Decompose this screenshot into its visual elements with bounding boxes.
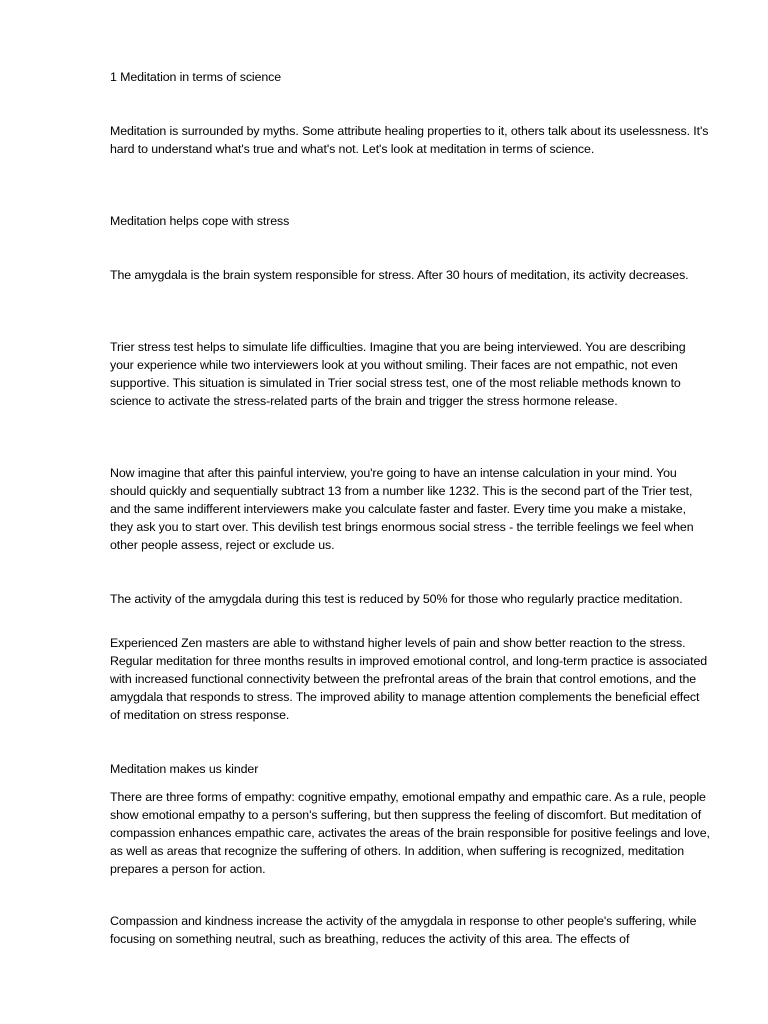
- section-heading: 1 Meditation in terms of science: [110, 70, 282, 84]
- trier-test-paragraph: Trier stress test helps to simulate life difficulties. Imagine that you are being interviewed. You are describing your experience while two interviewers look at you without smiling. Their faces are not empathic, not even supportive. This situation is simulated in Trier social stress test, one of the most reliable methods known to science to activate the stress-related parts of the brain and trigger the stress hormone release.: [110, 340, 686, 408]
- zen-masters-paragraph: Experienced Zen masters are able to withstand higher levels of pain and show better reaction to the stress. Regular meditation for three months results in improved emotional control, and long-term practice is associated with increased functional connectivity between the prefrontal areas of the brain that control emotions, and the amygdala that responds to stress. The improved ability to manage attention complements the beneficial effect of meditation on stress response.: [110, 636, 708, 722]
- amygdala-paragraph: The amygdala is the brain system responsible for stress. After 30 hours of meditation, its activity decreases.: [110, 268, 689, 282]
- compassion-paragraph: Compassion and kindness increase the activity of the amygdala in response to other people's suffering, while focusing on something neutral, such as breathing, reduces the activity of this area. The effects of: [110, 914, 697, 946]
- subheading-kinder: Meditation makes us kinder: [110, 762, 259, 776]
- subheading-stress: Meditation helps cope with stress: [110, 214, 290, 228]
- empathy-paragraph: There are three forms of empathy: cognitive empathy, emotional empathy and empathic care. As a rule, people show emotional empathy to a person's suffering, but then suppress the feeling of discomfort. But meditation of compassion enhances empathic care, activates the areas of the brain responsible for positive feelings and love, as well as areas that recognize the suffering of others. In addition, when suffering is recognized, meditation prepares a person for action.: [110, 790, 710, 876]
- activity-reduction-paragraph: The activity of the amygdala during this test is reduced by 50% for those who regularly practice meditation.: [110, 592, 683, 606]
- intro-paragraph: Meditation is surrounded by myths. Some attribute healing properties to it, others talk about its uselessness. It's hard to understand what's true and what's not. Let's look at meditation in terms of science.: [110, 124, 709, 156]
- calculation-paragraph: Now imagine that after this painful interview, you're going to have an intense calculation in your mind. You should quickly and sequentially subtract 13 from a number like 1232. This is the second part of the Trier test, and the same indifferent interviewers make you calculate faster and faster. Every time you make a mistake, they ask you to start over. This devilish test brings enormous social stress - the terrible feelings we feel when other people assess, reject or exclude us.: [110, 466, 694, 552]
